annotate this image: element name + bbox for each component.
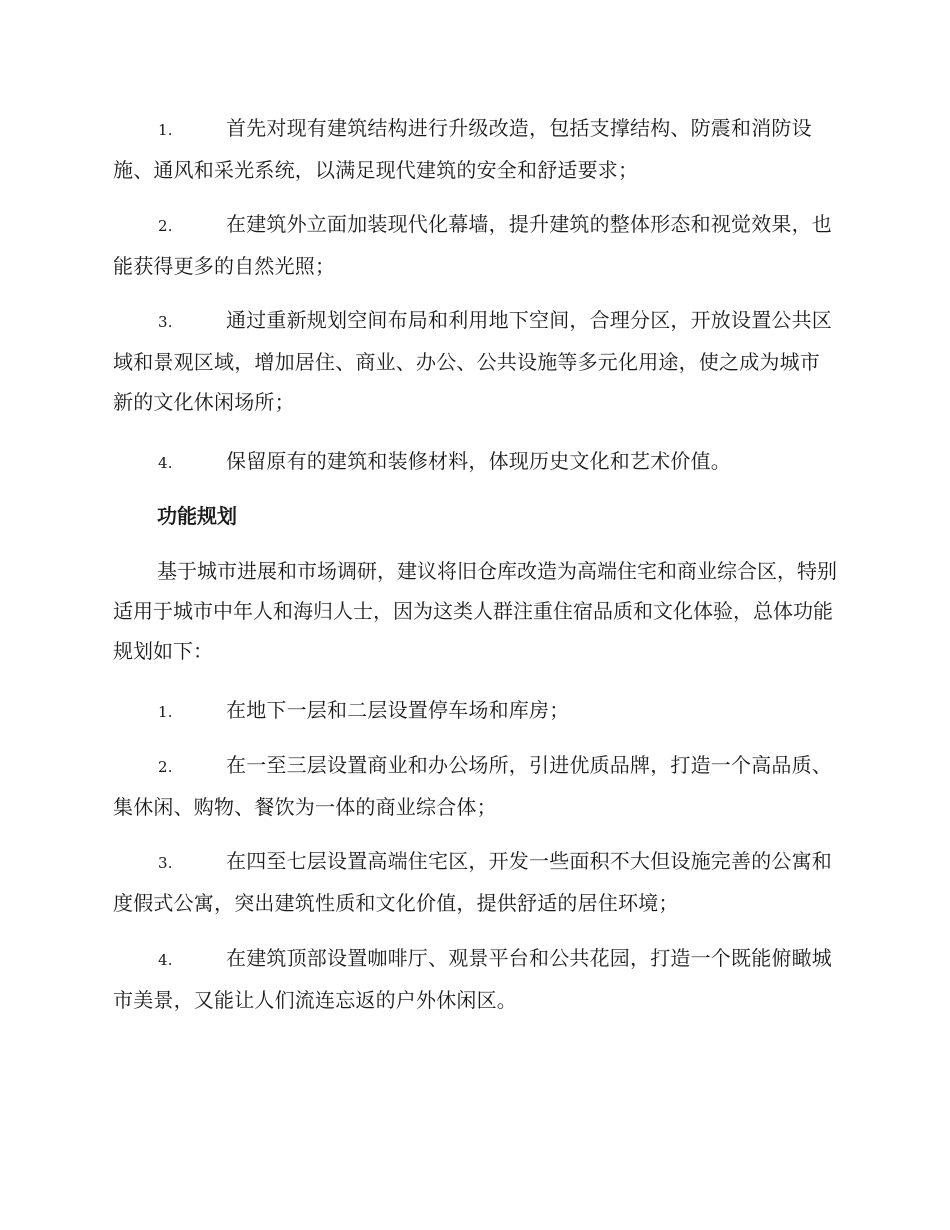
list-number: 3. (158, 854, 173, 872)
list-item (113, 690, 837, 732)
list-item (113, 938, 837, 1020)
function-list-item-4 (113, 938, 837, 1020)
function-intro (113, 551, 837, 671)
function-list-item-1 (113, 690, 837, 732)
list-item (113, 745, 837, 827)
list-item (113, 300, 837, 422)
list-item (113, 841, 837, 923)
renovation-list-item-2 (113, 204, 837, 286)
list-text: 在地下一层和二层设置停车场和库房； (226, 698, 570, 722)
list-number: 4. (158, 951, 173, 969)
section-heading: 功能规划 (157, 504, 237, 528)
list-text: 在建筑顶部设置咖啡厅、观景平台和公共花园，打造一个既能俯瞰城市美景，又能让人们流连忘返的户外休闲区。 (113, 946, 832, 1012)
list-number: 4. (158, 454, 173, 472)
function-list-item-3 (113, 841, 837, 923)
renovation-list-item-3 (113, 300, 837, 422)
list-number: 1. (158, 121, 173, 139)
list-text: 通过重新规划空间布局和利用地下空间，合理分区，开放设置公共区域和景观区域，增加居住、商业、办公、公共设施等多元化用途，使之成为城市新的文化休闲场所； (113, 308, 832, 414)
list-number: 2. (158, 217, 173, 235)
list-text: 在四至七层设置高端住宅区，开发一些面积不大但设施完善的公寓和度假式公寓，突出建筑性质和文化价值，提供舒适的居住环境； (113, 849, 832, 915)
list-number: 2. (158, 758, 173, 776)
renovation-list-item-4 (113, 441, 837, 483)
list-item (113, 441, 837, 483)
list-text: 在建筑外立面加装现代化幕墙，提升建筑的整体形态和视觉效果，也能获得更多的自然光照； (113, 212, 832, 278)
list-text: 在一至三层设置商业和办公场所，引进优质品牌，打造一个高品质、集休闲、购物、餐饮为一体的商业综合体； (113, 753, 832, 819)
intro-paragraph: 基于城市进展和市场调研，建议将旧仓库改造为高端住宅和商业综合区，特别适用于城市中年人和海归人士，因为这类人群注重住宿品质和文化体验，总体功能规划如下： (113, 559, 837, 663)
list-item (113, 204, 837, 286)
renovation-list-item-1 (113, 108, 837, 190)
list-text: 首先对现有建筑结构进行升级改造，包括支撑结构、防震和消防设施、通风和采光系统，以满足现代建筑的安全和舒适要求； (113, 116, 812, 182)
list-number: 1. (158, 703, 173, 721)
list-number: 3. (158, 313, 173, 331)
list-item (113, 108, 837, 190)
list-text: 保留原有的建筑和装修材料，体现历史文化和艺术价值。 (226, 449, 731, 473)
function-list-item-2 (113, 745, 837, 827)
